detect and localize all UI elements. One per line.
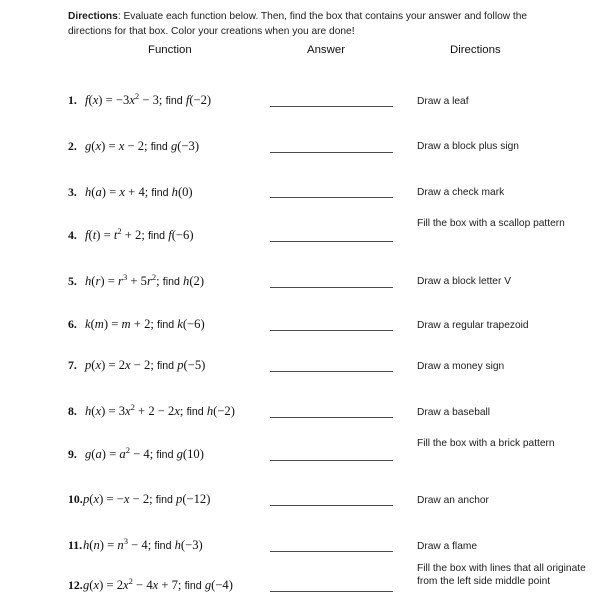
problem-direction: Draw a leaf xyxy=(417,96,469,107)
answer-blank[interactable] xyxy=(270,106,393,107)
instructions-lead-label: Directions xyxy=(68,11,118,22)
problem-function-expression: p(x) = 2x − 2; find p(−5) xyxy=(85,358,206,372)
answer-blank[interactable] xyxy=(270,460,393,461)
problem-function-cell xyxy=(68,225,263,244)
problem-function-cell xyxy=(68,139,263,155)
problem-direction: Draw a check mark xyxy=(417,187,505,198)
problem-function-cell xyxy=(68,492,263,508)
problem-function-cell xyxy=(68,271,263,290)
answer-blank[interactable] xyxy=(270,551,393,552)
problem-direction: Draw a regular trapezoid xyxy=(417,320,529,331)
answer-blank[interactable] xyxy=(270,505,393,506)
column-header-function: Function xyxy=(148,44,192,56)
problem-number: 11. xyxy=(68,538,83,552)
problem-number: 8. xyxy=(68,404,77,418)
problem-function-expression: $g(x) = 2x^2 - 4x + 7$; find g(−4) xyxy=(83,575,233,592)
answer-blank[interactable] xyxy=(270,287,393,288)
problem-direction: Draw a money sign xyxy=(417,361,505,372)
problem-function-cell xyxy=(68,185,263,201)
answer-blank[interactable] xyxy=(270,330,393,331)
problem-direction: Draw a baseball xyxy=(417,407,491,418)
problem-number: 1. xyxy=(68,93,77,107)
problem-function-cell xyxy=(68,358,263,374)
problem-direction: Draw a flame xyxy=(417,541,478,552)
problem-number: 9. xyxy=(68,447,77,461)
problem-function-expression: h(a) = x + 4; find h(0) xyxy=(85,185,193,199)
problem-function-expression: $h(x) = 3x^2 + 2 - 2x$; find h(−2) xyxy=(85,401,235,418)
problem-function-expression: p(x) = −x − 2; find p(−12) xyxy=(83,492,211,506)
problem-function-cell xyxy=(68,575,263,594)
answer-blank[interactable] xyxy=(270,417,393,418)
problem-function-cell xyxy=(68,90,263,109)
problem-function-cell xyxy=(68,317,263,333)
problem-number: 3. xyxy=(68,185,77,199)
problem-number: 5. xyxy=(68,274,77,288)
answer-blank[interactable] xyxy=(270,591,393,592)
problem-function-cell xyxy=(68,535,263,554)
problem-number: 10. xyxy=(68,492,83,506)
instructions-text: : Evaluate each function below. Then, find the box that contains your answer and follow the directions for that box. Color your creations when you are done! xyxy=(68,11,528,37)
problem-function-expression: g(x) = x − 2; find g(−3) xyxy=(85,139,200,153)
answer-blank[interactable] xyxy=(270,197,393,198)
problem-function-cell xyxy=(68,401,263,420)
problem-number: 2. xyxy=(68,139,77,153)
answer-blank[interactable] xyxy=(270,371,393,372)
problem-direction: Fill the box with a scallop pattern xyxy=(417,218,565,229)
problem-direction: Fill the box with a brick pattern xyxy=(417,438,555,449)
problem-direction: Fill the box with lines that all originate from the left side middle point xyxy=(417,563,586,587)
problem-direction: Draw an anchor xyxy=(417,495,489,506)
problem-function-expression: $h(r) = r^3 + 5r^2$; find h(2) xyxy=(85,271,205,288)
problem-number: 4. xyxy=(68,228,77,242)
problem-number: 12. xyxy=(68,578,83,592)
problem-direction: Draw a block plus sign xyxy=(417,141,519,152)
problem-function-expression: k(m) = m + 2; find k(−6) xyxy=(85,317,205,331)
problem-function-cell xyxy=(68,444,263,463)
answer-blank[interactable] xyxy=(270,152,393,153)
column-header-answer: Answer xyxy=(307,44,345,56)
problem-direction: Draw a block letter V xyxy=(417,276,511,287)
problem-number: 7. xyxy=(68,358,77,372)
problem-number: 6. xyxy=(68,317,77,331)
problem-function-expression: $f(t) = t^2 + 2$; find f(−6) xyxy=(85,225,194,242)
problem-function-expression: $f(x) = -3x^2 - 3$; find f(−2) xyxy=(85,90,212,107)
problem-function-expression: $h(n) = n^3 - 4$; find h(−3) xyxy=(83,535,203,552)
problem-function-expression: $g(a) = a^2 - 4$; find g(10) xyxy=(85,444,204,461)
answer-blank[interactable] xyxy=(270,241,393,242)
column-header-directions: Directions xyxy=(450,44,501,56)
